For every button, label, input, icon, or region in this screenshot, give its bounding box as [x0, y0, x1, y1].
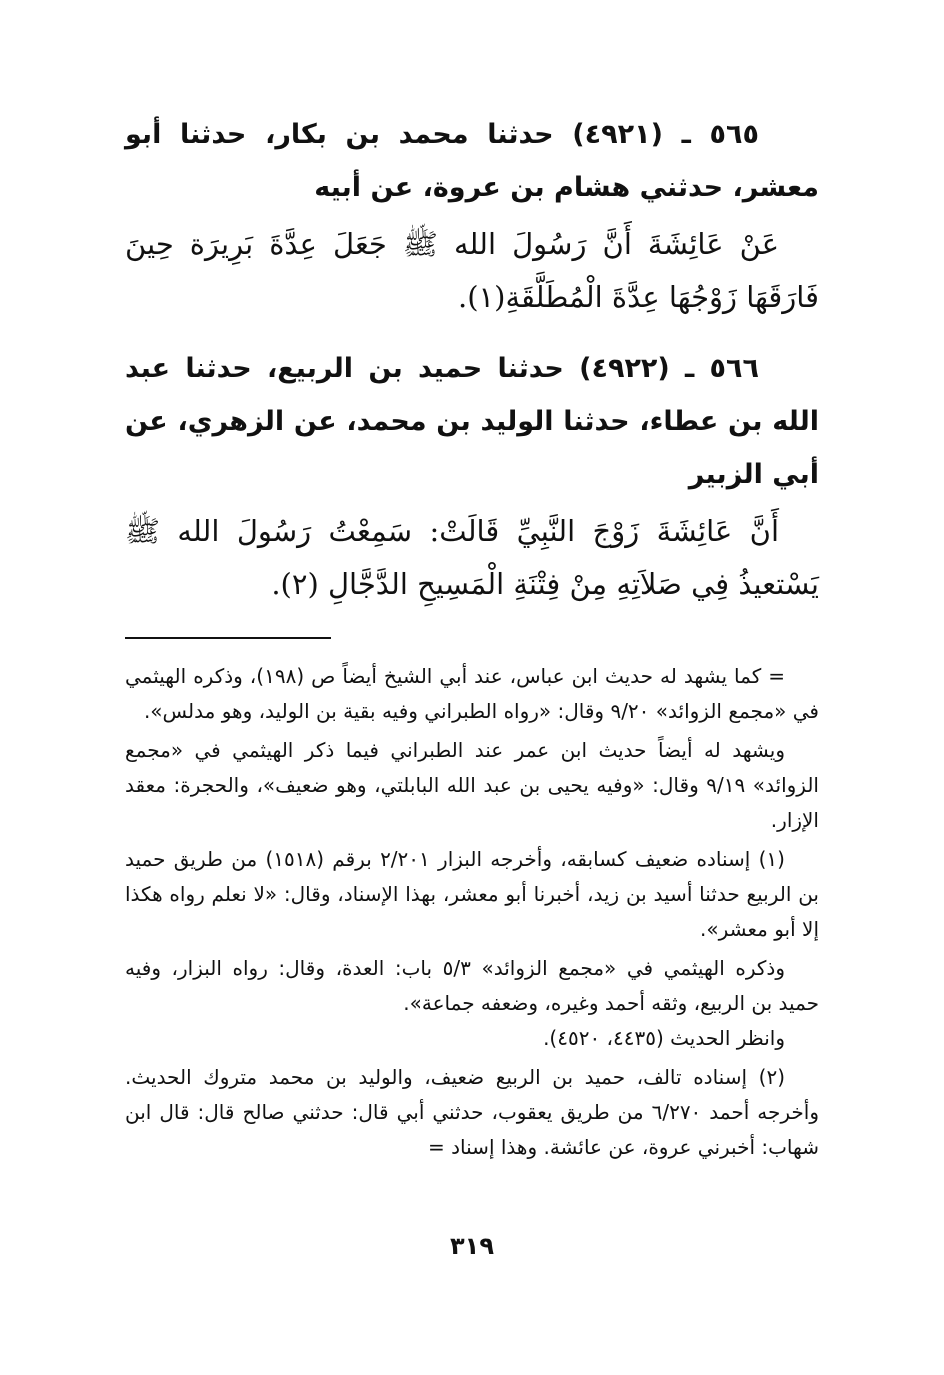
footnotes — [125, 659, 819, 1165]
footnote-continuation: = كما يشهد له حديث ابن عباس، عند أبي الشيخ أيضاً ص (١٩٨)، وذكره الهيثمي في «مجمع الزوائد» ٩/٢٠ وقال: «رواه الطبراني وفيه بقية بن الوليد، وهو مدلس». — [125, 664, 819, 723]
separator-line — [125, 637, 331, 639]
footnote-paragraph: ويشهد له أيضاً حديث ابن عمر عند الطبراني فيما ذكر الهيثمي في «مجمع الزوائد» ٩/١٩ وقال: «وفيه يحيى بن عبد الله البابلتي، وهو ضعيف»، والحجرة: معقد الإزار. — [125, 738, 819, 832]
footnote-1-crossref: وانظر الحديث (٤٤٣٥، ٤٥٢٠). — [543, 1026, 785, 1050]
hadith-566-header: ٥٦٦ ـ (٤٩٢٢) حدثنا حميد بن الربيع، حدثنا عبد الله بن عطاء، حدثنا الوليد بن محمد، عن الزهري، عن أبي الزبير — [125, 353, 819, 490]
footnote-1-paragraph: وذكره الهيثمي في «مجمع الزوائد» ٥/٣ باب: العدة، وقال: رواه البزار، وفيه حميد بن الربيع، وثقه أحمد وغيره، وضعفه جماعة». — [125, 956, 819, 1015]
footnote-1: (١) إسناده ضعيف كسابقه، وأخرجه البزار ٢/٢٠١ برقم (١٥١٨) من طريق حميد بن الربيع حدثنا أسيد بن زيد، أخبرنا أبو معشر، بهذا الإسناد، وقال: «لا نعلم رواه هكذا إلا أبو معشر». — [125, 847, 819, 941]
hadith-565-header: ٥٦٥ ـ (٤٩٢١) حدثنا محمد بن بكار، حدثنا أبو معشر، حدثني هشام بن عروة، عن أبيه — [125, 119, 819, 203]
hadith-566-text: أَنَّ عَائِشَةَ زَوْجَ النَّبِيِّ قَالَتْ: سَمِعْتُ رَسُولَ الله ﷺ يَسْتعيذُ فِي صَلاَتِهِ مِنْ فِتْنَةِ الْمَسِيحِ الدَّجَّالِ (٢). — [125, 514, 819, 601]
footnote-separator — [125, 623, 819, 651]
hadith-565-text: عَنْ عَائِشَةَ أَنَّ رَسُولَ الله ﷺ جَعَلَ عِدَّةَ بَرِيرَة حِينَ فَارَقَهَا زَوْجُهَا عِدَّةَ الْمُطَلَّقَةِ(١). — [125, 227, 819, 314]
page-number: ٣١٩ — [450, 1232, 494, 1260]
footnote-2: (٢) إسناده تالف، حميد بن الربيع ضعيف، والوليد بن محمد متروك الحديث. وأخرجه أحمد ٦/٢٧٠ من طريق يعقوب، حدثني أبي قال: حدثني صالح قال: قال ابن شهاب: أخبرني عروة، عن عائشة. وهذا إسناد = — [125, 1065, 819, 1159]
page-body — [125, 108, 819, 1165]
